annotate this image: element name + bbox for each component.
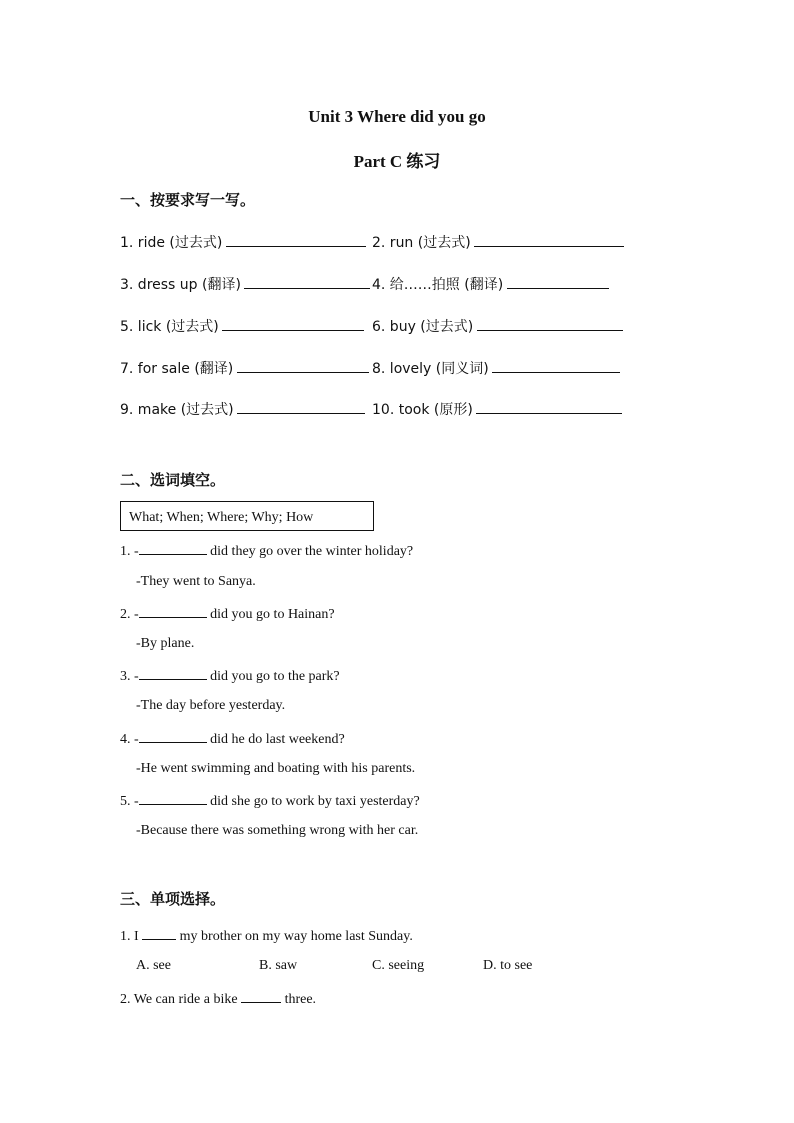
list-item: 2. - did you go to Hainan? xyxy=(120,607,335,622)
list-item: 7. for sale (翻译) xyxy=(120,358,369,378)
answer-blank[interactable] xyxy=(474,234,624,247)
list-item: 6. buy (过去式) xyxy=(372,316,623,336)
answer-blank[interactable] xyxy=(237,360,369,373)
option-d[interactable]: D. to see xyxy=(483,958,533,973)
option-a[interactable]: A. see xyxy=(136,958,171,973)
answer-blank[interactable] xyxy=(244,276,370,289)
answer-blank[interactable] xyxy=(139,605,207,618)
answer-blank[interactable] xyxy=(226,234,366,247)
answer-blank[interactable] xyxy=(477,318,623,331)
answer-text: -They went to Sanya. xyxy=(136,574,256,589)
section1-heading: 一、按要求写一写。 xyxy=(120,191,256,209)
section2-heading: 二、选词填空。 xyxy=(120,471,226,489)
word-bank-box: What; When; Where; Why; How xyxy=(120,501,374,531)
question-2: 2. We can ride a bike three. xyxy=(120,992,317,1007)
list-item: 2. run (过去式) xyxy=(372,232,624,252)
list-item: 3. dress up (翻译) xyxy=(120,274,370,294)
list-item: 8. lovely (同义词) xyxy=(372,358,620,378)
answer-text: -He went swimming and boating with his parents. xyxy=(136,761,416,776)
list-item: 4. - did he do last weekend? xyxy=(120,732,345,747)
list-item: 3. - did you go to the park? xyxy=(120,669,340,684)
answer-text: -The day before yesterday. xyxy=(136,698,286,713)
page-subtitle: Part C 练习 xyxy=(353,152,441,171)
answer-text: -Because there was something wrong with her car. xyxy=(136,823,419,838)
list-item: 5. lick (过去式) xyxy=(120,316,364,336)
list-item: 4. 给……拍照 (翻译) xyxy=(372,274,609,294)
page-title: Unit 3 Where did you go xyxy=(308,107,486,126)
question-1: 1. I my brother on my way home last Sunday. xyxy=(120,929,413,944)
list-item: 1. - did they go over the winter holiday? xyxy=(120,544,414,559)
answer-blank[interactable] xyxy=(142,927,176,940)
list-item: 10. took (原形) xyxy=(372,399,622,419)
list-item: 1. ride (过去式) xyxy=(120,232,366,252)
answer-blank[interactable] xyxy=(139,730,207,743)
list-item: 9. make (过去式) xyxy=(120,399,365,419)
answer-blank[interactable] xyxy=(476,401,622,414)
list-item: 5. - did she go to work by taxi yesterday? xyxy=(120,794,420,809)
answer-blank[interactable] xyxy=(139,792,207,805)
option-b[interactable]: B. saw xyxy=(259,958,298,973)
answer-text: -By plane. xyxy=(136,636,195,651)
answer-blank[interactable] xyxy=(222,318,364,331)
answer-blank[interactable] xyxy=(237,401,365,414)
option-c[interactable]: C. seeing xyxy=(372,958,425,973)
answer-blank[interactable] xyxy=(241,990,281,1003)
answer-blank[interactable] xyxy=(139,667,207,680)
answer-blank[interactable] xyxy=(507,276,609,289)
answer-blank[interactable] xyxy=(139,542,207,555)
answer-blank[interactable] xyxy=(492,360,620,373)
section3-heading: 三、单项选择。 xyxy=(120,890,226,908)
